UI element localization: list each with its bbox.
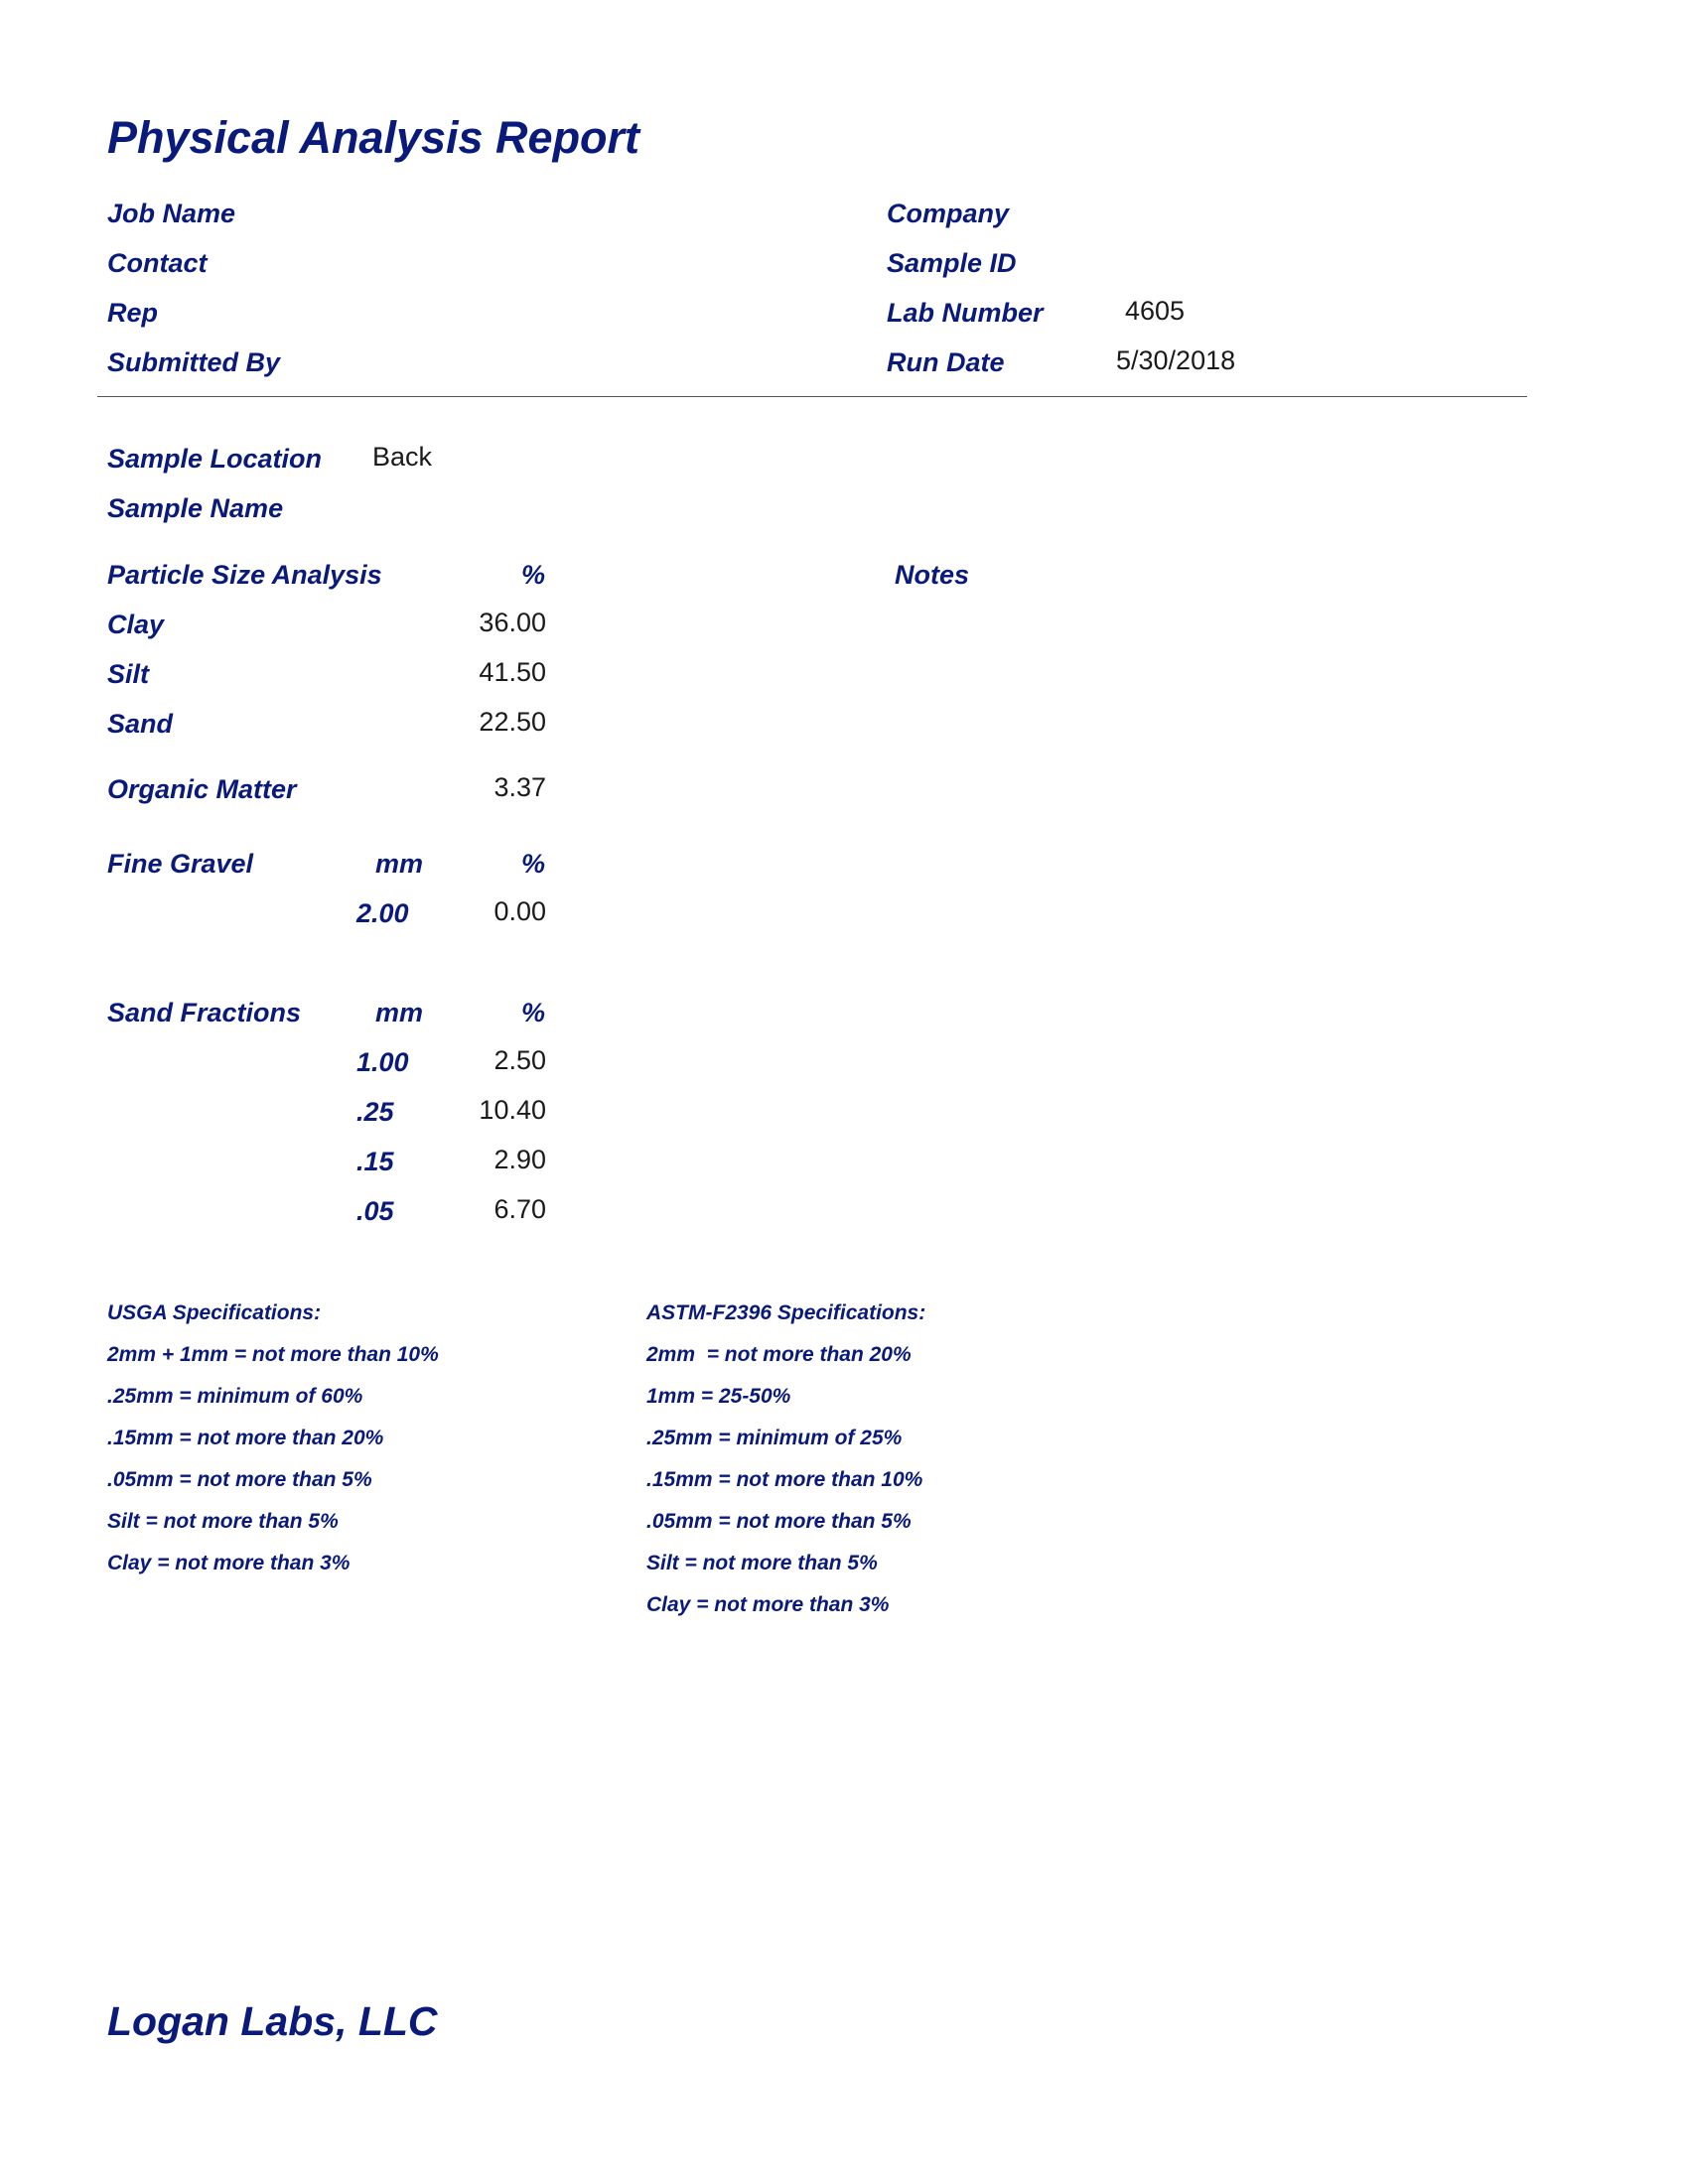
- sand-fraction-mm: 1.00: [356, 1047, 409, 1077]
- sand-fraction-value: 10.40: [479, 1095, 546, 1125]
- run-date-value: 5/30/2018: [1116, 345, 1236, 375]
- notes-label: Notes: [895, 560, 970, 590]
- sand-label: Sand: [107, 709, 174, 739]
- report-title: Physical Analysis Report: [107, 112, 640, 163]
- fine-gravel-value: 0.00: [493, 896, 546, 926]
- sand-fractions-pct-header: %: [521, 998, 546, 1027]
- rep-label: Rep: [107, 298, 159, 328]
- astm-spec-line: .15mm = not more than 10%: [646, 1468, 923, 1491]
- particle-size-heading: Particle Size Analysis: [107, 560, 382, 590]
- fine-gravel-heading: Fine Gravel: [107, 849, 254, 879]
- lab-number-label: Lab Number: [887, 298, 1044, 328]
- organic-matter-value: 3.37: [493, 772, 546, 802]
- job-name-label: Job Name: [107, 199, 236, 228]
- fine-gravel-mm-header: mm: [375, 849, 424, 879]
- sand-fraction-mm: .05: [356, 1196, 394, 1226]
- sand-fraction-value: 2.90: [493, 1145, 546, 1174]
- sand-fraction-mm: .25: [356, 1097, 394, 1127]
- silt-label: Silt: [107, 659, 150, 689]
- header-divider: [97, 396, 1527, 397]
- sample-id-label: Sample ID: [887, 248, 1017, 278]
- astm-spec-line: 1mm = 25-50%: [646, 1385, 791, 1408]
- astm-spec-line: 2mm = not more than 20%: [646, 1343, 912, 1366]
- sand-fractions-heading: Sand Fractions: [107, 998, 302, 1027]
- sand-fraction-value: 2.50: [493, 1045, 546, 1075]
- silt-value: 41.50: [479, 657, 546, 687]
- fine-gravel-pct-header: %: [521, 849, 546, 879]
- contact-label: Contact: [107, 248, 208, 278]
- run-date-label: Run Date: [887, 347, 1005, 377]
- sand-fraction-mm: .15: [356, 1147, 394, 1176]
- fine-gravel-mm: 2.00: [356, 898, 409, 928]
- sand-fraction-value: 6.70: [493, 1194, 546, 1224]
- astm-spec-line: .25mm = minimum of 25%: [646, 1427, 903, 1449]
- sand-fractions-mm-header: mm: [375, 998, 424, 1027]
- sample-location-label: Sample Location: [107, 444, 323, 474]
- company-label: Company: [887, 199, 1010, 228]
- usga-spec-line: 2mm + 1mm = not more than 10%: [107, 1343, 439, 1366]
- astm-spec-line: .05mm = not more than 5%: [646, 1510, 912, 1533]
- clay-value: 36.00: [479, 608, 546, 637]
- usga-spec-line: Silt = not more than 5%: [107, 1510, 339, 1533]
- astm-specs-heading: ASTM-F2396 Specifications:: [646, 1301, 926, 1324]
- usga-spec-line: .25mm = minimum of 60%: [107, 1385, 363, 1408]
- sample-name-label: Sample Name: [107, 493, 284, 523]
- usga-spec-line: .05mm = not more than 5%: [107, 1468, 372, 1491]
- lab-name-footer: Logan Labs, LLC: [107, 1998, 438, 2044]
- organic-matter-label: Organic Matter: [107, 774, 297, 804]
- lab-number-value: 4605: [1125, 296, 1186, 326]
- clay-label: Clay: [107, 610, 165, 639]
- submitted-by-label: Submitted By: [107, 347, 281, 377]
- astm-spec-line: Clay = not more than 3%: [646, 1593, 890, 1616]
- sand-value: 22.50: [479, 707, 546, 737]
- usga-spec-line: Clay = not more than 3%: [107, 1552, 351, 1574]
- usga-spec-line: .15mm = not more than 20%: [107, 1427, 384, 1449]
- astm-spec-line: Silt = not more than 5%: [646, 1552, 878, 1574]
- particle-size-pct-header: %: [521, 560, 546, 590]
- sample-location-value: Back: [372, 442, 433, 472]
- usga-specs-heading: USGA Specifications:: [107, 1301, 322, 1324]
